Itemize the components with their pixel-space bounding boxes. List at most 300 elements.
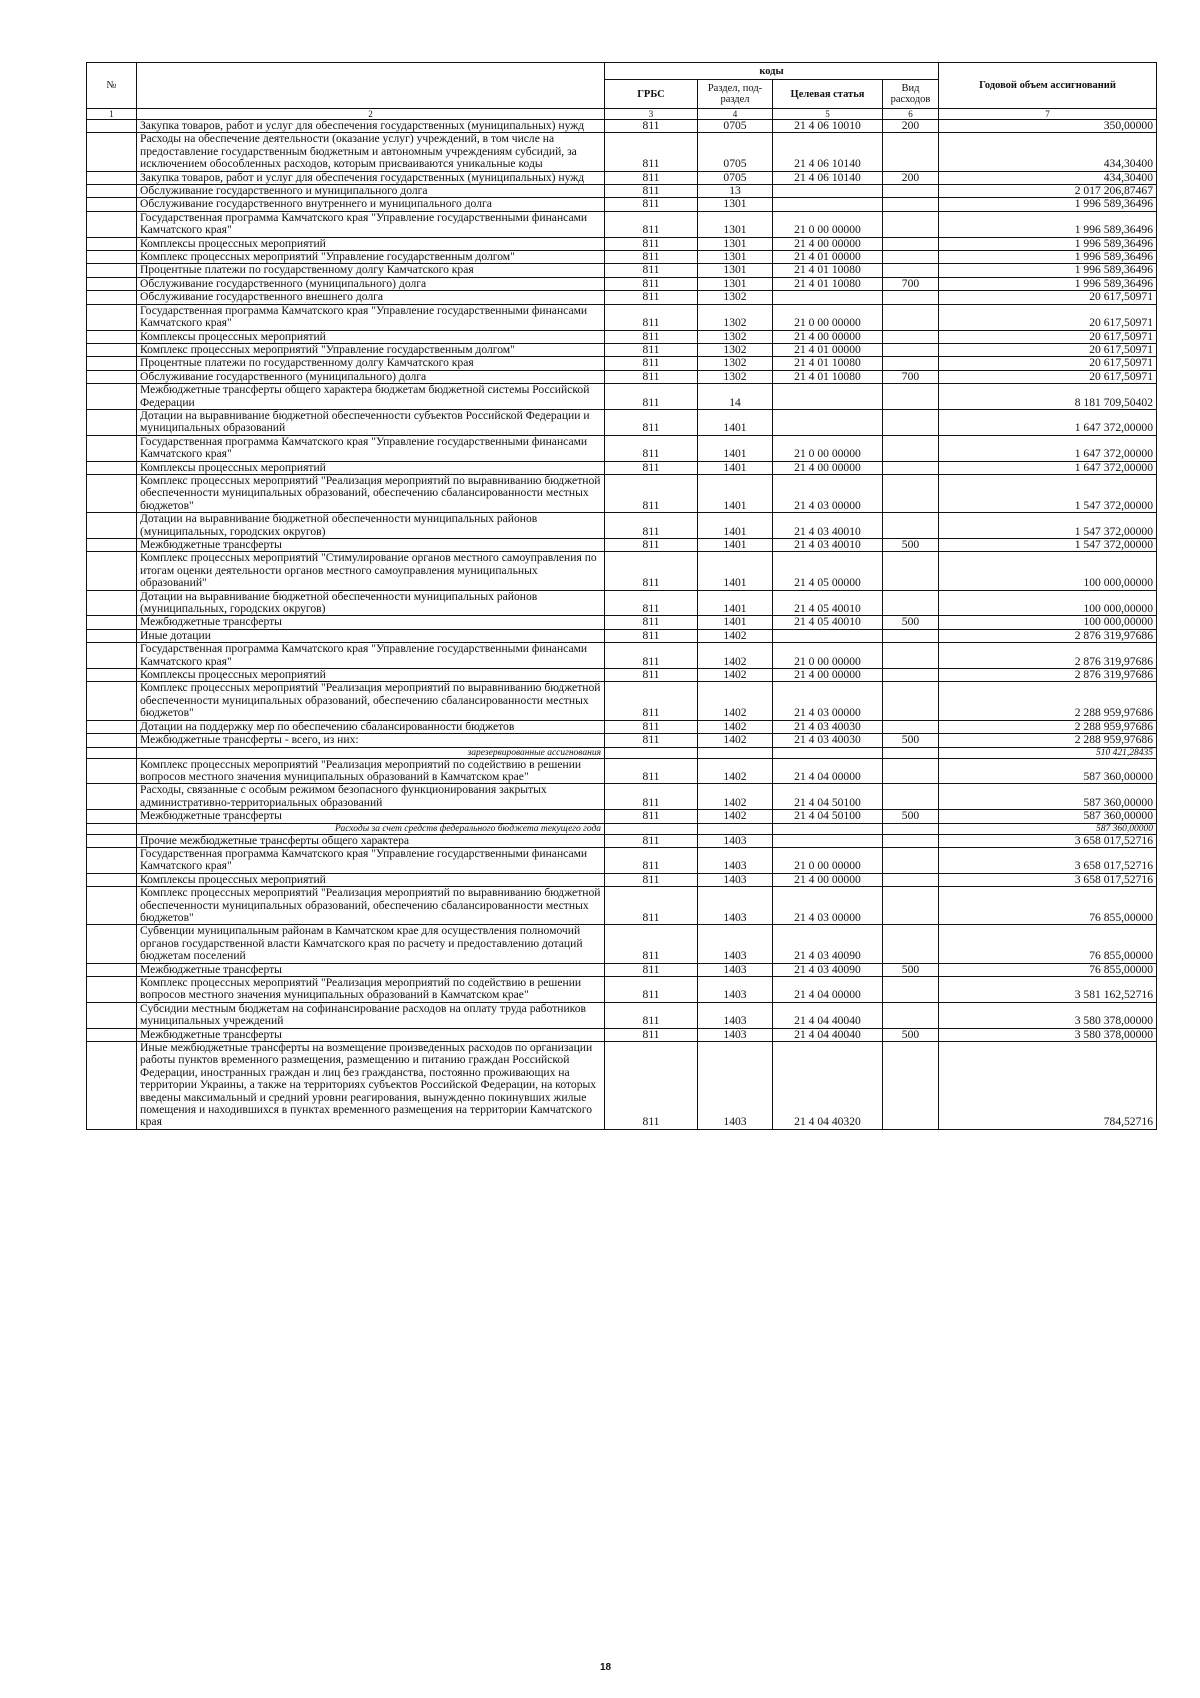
row-razdel: 1402 — [698, 758, 773, 784]
table-row — [87, 120, 1157, 133]
row-amount: 2 017 206,87467 — [939, 185, 1157, 198]
row-name: Межбюджетные трансферты общего характера бюджетам бюджетной системы Российской Федерации — [137, 384, 605, 410]
row-no — [87, 185, 137, 198]
column-number: 4 — [698, 109, 773, 120]
row-expense-type — [883, 1002, 939, 1028]
row-amount: 2 876 319,97686 — [939, 643, 1157, 669]
table-row — [87, 357, 1157, 370]
row-expense-type — [883, 784, 939, 810]
row-target-article: 21 0 00 00000 — [773, 211, 883, 237]
row-no — [87, 343, 137, 356]
row-target-article: 21 4 04 40320 — [773, 1042, 883, 1130]
row-name: Процентные платежи по государственному долгу Камчатского края — [137, 264, 605, 277]
row-razdel: 1402 — [698, 784, 773, 810]
row-name: Обслуживание государственного и муниципального долга — [137, 185, 605, 198]
row-razdel: 1401 — [698, 590, 773, 616]
row-no — [87, 264, 137, 277]
row-amount: 3 581 162,52716 — [939, 977, 1157, 1003]
row-target-article: 21 4 03 40030 — [773, 734, 883, 747]
row-no — [87, 720, 137, 733]
column-number: 6 — [883, 109, 939, 120]
row-note: зарезервированные ассигнования — [137, 747, 605, 758]
row-razdel: 1401 — [698, 409, 773, 435]
row-target-article: 21 4 00 00000 — [773, 669, 883, 682]
row-amount: 1 647 372,00000 — [939, 435, 1157, 461]
row-amount: 3 658 017,52716 — [939, 847, 1157, 873]
row-name: Обслуживание государственного внутреннего и муниципального долга — [137, 198, 605, 211]
row-no — [87, 474, 137, 512]
table-row — [87, 734, 1157, 747]
row-no — [87, 669, 137, 682]
row-no — [87, 552, 137, 590]
row-grbs: 811 — [605, 1002, 698, 1028]
row-razdel: 1301 — [698, 277, 773, 290]
row-grbs: 811 — [605, 120, 698, 133]
row-no — [87, 384, 137, 410]
header-razdel: Раздел, под-раздел — [698, 80, 773, 109]
row-razdel: 1402 — [698, 720, 773, 733]
row-amount: 1 996 589,36496 — [939, 198, 1157, 211]
row-expense-type: 200 — [883, 120, 939, 133]
row-expense-type — [883, 925, 939, 963]
row-razdel: 0705 — [698, 133, 773, 171]
table-row — [87, 343, 1157, 356]
row-no — [87, 370, 137, 383]
row-target-article: 21 4 04 00000 — [773, 977, 883, 1003]
row-target-article: 21 4 01 10080 — [773, 370, 883, 383]
table-row — [87, 873, 1157, 886]
row-name: Дотации на поддержку мер по обеспечению сбалансированности бюджетов — [137, 720, 605, 733]
header-amount: Годовой объем ассигнований — [939, 63, 1157, 109]
row-target-article — [773, 384, 883, 410]
empty-cell — [773, 747, 883, 758]
row-razdel: 1301 — [698, 198, 773, 211]
row-name: Межбюджетные трансферты - всего, из них: — [137, 734, 605, 747]
row-expense-type — [883, 669, 939, 682]
row-amount: 3 580 378,00000 — [939, 1028, 1157, 1041]
row-amount: 1 647 372,00000 — [939, 461, 1157, 474]
row-target-article: 21 4 06 10010 — [773, 120, 883, 133]
row-target-article: 21 0 00 00000 — [773, 847, 883, 873]
row-grbs: 811 — [605, 887, 698, 925]
row-grbs: 811 — [605, 409, 698, 435]
row-no — [87, 277, 137, 290]
row-grbs: 811 — [605, 461, 698, 474]
row-no — [87, 629, 137, 642]
row-amount: 1 996 589,36496 — [939, 251, 1157, 264]
row-target-article: 21 4 04 50100 — [773, 784, 883, 810]
row-amount: 434,30400 — [939, 133, 1157, 171]
row-grbs: 811 — [605, 277, 698, 290]
row-grbs: 811 — [605, 330, 698, 343]
row-razdel: 1302 — [698, 343, 773, 356]
row-name: Государственная программа Камчатского края "Управление государственными финансами Камчатского края" — [137, 435, 605, 461]
row-expense-type — [883, 1042, 939, 1130]
table-row — [87, 513, 1157, 539]
table-row — [87, 643, 1157, 669]
row-razdel: 1401 — [698, 461, 773, 474]
table-row — [87, 211, 1157, 237]
row-note: Расходы за счет средств федерального бюджета текущего года — [137, 823, 605, 834]
row-name: Комплекс процессных мероприятий "Реализация мероприятий по выравниванию бюджетной обеспеченности муниципальных образований, обеспечению сбалансированности местных бюджетов" — [137, 887, 605, 925]
row-amount: 2 876 319,97686 — [939, 629, 1157, 642]
row-expense-type — [883, 304, 939, 330]
row-expense-type — [883, 834, 939, 847]
row-name: Комплексы процессных мероприятий — [137, 669, 605, 682]
row-target-article: 21 4 03 40010 — [773, 539, 883, 552]
row-razdel: 1403 — [698, 887, 773, 925]
row-amount: 20 617,50971 — [939, 343, 1157, 356]
table-row — [87, 474, 1157, 512]
row-name: Дотации на выравнивание бюджетной обеспеченности муниципальных районов (муниципальных, городских округов) — [137, 513, 605, 539]
column-number-row — [87, 109, 1157, 120]
row-no — [87, 171, 137, 184]
row-expense-type — [883, 513, 939, 539]
row-grbs: 811 — [605, 251, 698, 264]
column-number: 1 — [87, 109, 137, 120]
row-grbs: 811 — [605, 669, 698, 682]
header-grbs: ГРБС — [605, 80, 698, 109]
row-expense-type — [883, 409, 939, 435]
empty-cell — [698, 747, 773, 758]
table-row — [87, 720, 1157, 733]
row-name: Комплекс процессных мероприятий "Стимулирование органов местного самоуправления по итогам оценки деятельности органов местного самоуправления муниципальных образований" — [137, 552, 605, 590]
row-expense-type — [883, 330, 939, 343]
row-name: Комплекс процессных мероприятий "Реализация мероприятий по выравниванию бюджетной обеспеченности муниципальных образований, обеспечению сбалансированности местных бюджетов" — [137, 682, 605, 720]
row-razdel: 1302 — [698, 357, 773, 370]
row-razdel: 1402 — [698, 629, 773, 642]
row-name: Комплексы процессных мероприятий — [137, 237, 605, 250]
table-row — [87, 198, 1157, 211]
budget-table — [86, 62, 1157, 1130]
row-grbs: 811 — [605, 237, 698, 250]
row-target-article: 21 4 05 40010 — [773, 616, 883, 629]
note-row — [87, 823, 1157, 834]
row-target-article: 21 4 05 00000 — [773, 552, 883, 590]
row-amount: 100 000,00000 — [939, 590, 1157, 616]
row-razdel: 1403 — [698, 977, 773, 1003]
row-target-article: 21 0 00 00000 — [773, 435, 883, 461]
row-target-article: 21 4 00 00000 — [773, 237, 883, 250]
table-row — [87, 590, 1157, 616]
row-no — [87, 734, 137, 747]
row-target-article: 21 4 00 00000 — [773, 330, 883, 343]
row-amount: 8 181 709,50402 — [939, 384, 1157, 410]
row-amount: 1 547 372,00000 — [939, 513, 1157, 539]
row-expense-type — [883, 185, 939, 198]
row-grbs: 811 — [605, 435, 698, 461]
row-grbs: 811 — [605, 291, 698, 304]
row-target-article — [773, 409, 883, 435]
row-expense-type — [883, 720, 939, 733]
row-name: Обслуживание государственного внешнего долга — [137, 291, 605, 304]
row-razdel: 1402 — [698, 682, 773, 720]
table-row — [87, 682, 1157, 720]
row-grbs: 811 — [605, 616, 698, 629]
note-row — [87, 747, 1157, 758]
row-no — [87, 758, 137, 784]
row-expense-type — [883, 357, 939, 370]
table-row — [87, 963, 1157, 976]
row-no — [87, 1028, 137, 1041]
row-expense-type — [883, 873, 939, 886]
row-target-article: 21 4 01 10080 — [773, 277, 883, 290]
row-no — [87, 847, 137, 873]
row-target-article: 21 0 00 00000 — [773, 304, 883, 330]
row-amount: 76 855,00000 — [939, 963, 1157, 976]
row-expense-type — [883, 198, 939, 211]
row-amount: 1 996 589,36496 — [939, 277, 1157, 290]
row-razdel: 1403 — [698, 1042, 773, 1130]
header-name — [137, 63, 605, 109]
row-razdel: 1302 — [698, 330, 773, 343]
row-target-article — [773, 198, 883, 211]
row-razdel: 1401 — [698, 539, 773, 552]
row-target-article: 21 4 04 50100 — [773, 810, 883, 823]
row-grbs: 811 — [605, 720, 698, 733]
row-no — [87, 977, 137, 1003]
row-no — [87, 357, 137, 370]
row-amount: 20 617,50971 — [939, 304, 1157, 330]
row-grbs: 811 — [605, 552, 698, 590]
row-name: Дотации на выравнивание бюджетной обеспеченности субъектов Российской Федерации и муниципальных образований — [137, 409, 605, 435]
row-grbs: 811 — [605, 264, 698, 277]
row-expense-type — [883, 590, 939, 616]
row-grbs: 811 — [605, 370, 698, 383]
row-expense-type — [883, 251, 939, 264]
row-grbs: 811 — [605, 211, 698, 237]
row-no — [87, 643, 137, 669]
row-no — [87, 1042, 137, 1130]
row-name: Комплекс процессных мероприятий "Управление государственным долгом" — [137, 343, 605, 356]
row-target-article: 21 4 03 00000 — [773, 682, 883, 720]
row-grbs: 811 — [605, 734, 698, 747]
row-no — [87, 291, 137, 304]
table-row — [87, 616, 1157, 629]
row-grbs: 811 — [605, 590, 698, 616]
row-grbs: 811 — [605, 643, 698, 669]
table-row — [87, 1042, 1157, 1130]
row-amount: 587 360,00000 — [939, 810, 1157, 823]
table-row — [87, 264, 1157, 277]
row-amount: 20 617,50971 — [939, 330, 1157, 343]
row-razdel: 1403 — [698, 834, 773, 847]
row-expense-type — [883, 384, 939, 410]
row-target-article: 21 4 03 00000 — [773, 887, 883, 925]
row-target-article: 21 4 06 10140 — [773, 133, 883, 171]
row-grbs: 811 — [605, 133, 698, 171]
row-name: Государственная программа Камчатского края "Управление государственными финансами Камчатского края" — [137, 211, 605, 237]
row-target-article — [773, 629, 883, 642]
row-no — [87, 198, 137, 211]
row-grbs: 811 — [605, 1042, 698, 1130]
table-row — [87, 185, 1157, 198]
table-row — [87, 539, 1157, 552]
row-grbs: 811 — [605, 873, 698, 886]
row-razdel: 0705 — [698, 120, 773, 133]
row-no — [87, 513, 137, 539]
row-target-article — [773, 291, 883, 304]
row-expense-type: 500 — [883, 810, 939, 823]
row-amount: 2 288 959,97686 — [939, 682, 1157, 720]
row-amount: 587 360,00000 — [939, 758, 1157, 784]
row-no — [87, 330, 137, 343]
row-razdel: 1402 — [698, 669, 773, 682]
table-row — [87, 277, 1157, 290]
row-razdel: 1302 — [698, 291, 773, 304]
row-razdel: 1403 — [698, 1028, 773, 1041]
row-name: Иные межбюджетные трансферты на возмещение произведенных расходов по организации работы пунктов временного размещения, размещению и питанию граждан Российской Федерации, иностранных граждан и лиц без гражданства, постоянно проживающих на территории Украины, а также на территориях субъектов Российской Федерации, на которых введены максимальный и средний уровни реагирования, вынужденно покинувших жилые помещения и находившихся в пунктах временного размещения на территории Камчатского края — [137, 1042, 605, 1130]
row-no — [87, 810, 137, 823]
table-row — [87, 925, 1157, 963]
row-no — [87, 304, 137, 330]
row-expense-type — [883, 847, 939, 873]
row-expense-type — [883, 887, 939, 925]
table-row — [87, 384, 1157, 410]
row-grbs: 811 — [605, 357, 698, 370]
row-amount: 1 547 372,00000 — [939, 539, 1157, 552]
row-target-article: 21 4 03 40030 — [773, 720, 883, 733]
empty-cell — [773, 823, 883, 834]
row-expense-type — [883, 629, 939, 642]
row-expense-type — [883, 682, 939, 720]
row-name: Комплекс процессных мероприятий "Реализация мероприятий по содействию в решении вопросов местного значения муниципальных образований в Камчатском крае" — [137, 758, 605, 784]
row-no — [87, 251, 137, 264]
row-no — [87, 747, 137, 758]
row-grbs: 811 — [605, 171, 698, 184]
row-grbs: 811 — [605, 343, 698, 356]
row-no — [87, 823, 137, 834]
row-target-article: 21 4 03 40010 — [773, 513, 883, 539]
row-expense-type — [883, 211, 939, 237]
row-grbs: 811 — [605, 784, 698, 810]
row-razdel: 1402 — [698, 734, 773, 747]
row-target-article: 21 0 00 00000 — [773, 643, 883, 669]
row-grbs: 811 — [605, 925, 698, 963]
table-row — [87, 237, 1157, 250]
table-row — [87, 461, 1157, 474]
row-grbs: 811 — [605, 834, 698, 847]
row-amount: 3 580 378,00000 — [939, 1002, 1157, 1028]
row-expense-type — [883, 435, 939, 461]
row-grbs: 811 — [605, 474, 698, 512]
row-grbs: 811 — [605, 539, 698, 552]
row-amount: 1 547 372,00000 — [939, 474, 1157, 512]
row-razdel: 1401 — [698, 616, 773, 629]
row-amount: 100 000,00000 — [939, 552, 1157, 590]
row-no — [87, 834, 137, 847]
row-target-article: 21 4 04 40040 — [773, 1028, 883, 1041]
row-target-article: 21 4 01 00000 — [773, 251, 883, 264]
row-razdel: 14 — [698, 384, 773, 410]
row-name: Комплексы процессных мероприятий — [137, 330, 605, 343]
row-name: Прочие межбюджетные трансферты общего характера — [137, 834, 605, 847]
table-row — [87, 409, 1157, 435]
row-name: Межбюджетные трансферты — [137, 539, 605, 552]
row-grbs: 811 — [605, 198, 698, 211]
table-row — [87, 251, 1157, 264]
row-no — [87, 539, 137, 552]
table-row — [87, 1002, 1157, 1028]
row-no — [87, 590, 137, 616]
row-name: Комплексы процессных мероприятий — [137, 461, 605, 474]
row-razdel: 1401 — [698, 474, 773, 512]
row-no — [87, 237, 137, 250]
row-name: Государственная программа Камчатского края "Управление государственными финансами Камчатского края" — [137, 304, 605, 330]
row-razdel: 1403 — [698, 925, 773, 963]
table-row — [87, 784, 1157, 810]
row-expense-type: 500 — [883, 1028, 939, 1041]
row-no — [87, 409, 137, 435]
row-amount: 3 658 017,52716 — [939, 834, 1157, 847]
row-no — [87, 616, 137, 629]
row-expense-type — [883, 343, 939, 356]
row-target-article: 21 4 03 40090 — [773, 925, 883, 963]
row-amount: 1 647 372,00000 — [939, 409, 1157, 435]
row-expense-type: 500 — [883, 734, 939, 747]
row-grbs: 811 — [605, 682, 698, 720]
row-razdel: 1301 — [698, 211, 773, 237]
row-name: Государственная программа Камчатского края "Управление государственными финансами Камчатского края" — [137, 643, 605, 669]
row-target-article: 21 4 00 00000 — [773, 461, 883, 474]
empty-cell — [883, 747, 939, 758]
table-row — [87, 629, 1157, 642]
row-name: Комплекс процессных мероприятий "Реализация мероприятий по содействию в решении вопросов местного значения муниципальных образований в Камчатском крае" — [137, 977, 605, 1003]
row-name: Государственная программа Камчатского края "Управление государственными финансами Камчатского края" — [137, 847, 605, 873]
row-name: Иные дотации — [137, 629, 605, 642]
row-note-amount: 587 360,00000 — [939, 823, 1157, 834]
row-name: Комплекс процессных мероприятий "Управление государственным долгом" — [137, 251, 605, 264]
row-no — [87, 435, 137, 461]
row-target-article: 21 4 04 00000 — [773, 758, 883, 784]
row-no — [87, 682, 137, 720]
row-amount: 3 658 017,52716 — [939, 873, 1157, 886]
table-row — [87, 133, 1157, 171]
row-no — [87, 461, 137, 474]
row-razdel: 1403 — [698, 873, 773, 886]
row-name: Межбюджетные трансферты — [137, 616, 605, 629]
row-razdel: 1301 — [698, 264, 773, 277]
table-row — [87, 669, 1157, 682]
table-row — [87, 847, 1157, 873]
row-amount: 20 617,50971 — [939, 357, 1157, 370]
row-expense-type — [883, 977, 939, 1003]
row-razdel: 1301 — [698, 251, 773, 264]
row-expense-type: 700 — [883, 370, 939, 383]
row-target-article: 21 4 01 10080 — [773, 264, 883, 277]
row-grbs: 811 — [605, 513, 698, 539]
row-amount: 1 996 589,36496 — [939, 237, 1157, 250]
header-no: № — [87, 63, 137, 109]
row-razdel: 1401 — [698, 552, 773, 590]
table-row — [87, 977, 1157, 1003]
header-celevaya: Целевая статья — [773, 80, 883, 109]
row-expense-type — [883, 758, 939, 784]
row-amount: 434,30400 — [939, 171, 1157, 184]
row-expense-type: 500 — [883, 539, 939, 552]
row-name: Закупка товаров, работ и услуг для обеспечения государственных (муниципальных) нужд — [137, 120, 605, 133]
row-expense-type — [883, 291, 939, 304]
empty-cell — [698, 823, 773, 834]
row-expense-type — [883, 461, 939, 474]
table-row — [87, 810, 1157, 823]
row-expense-type — [883, 552, 939, 590]
row-target-article — [773, 834, 883, 847]
row-razdel: 1301 — [698, 237, 773, 250]
header-vid: Вид расходов — [883, 80, 939, 109]
row-razdel: 1302 — [698, 304, 773, 330]
row-amount: 76 855,00000 — [939, 887, 1157, 925]
